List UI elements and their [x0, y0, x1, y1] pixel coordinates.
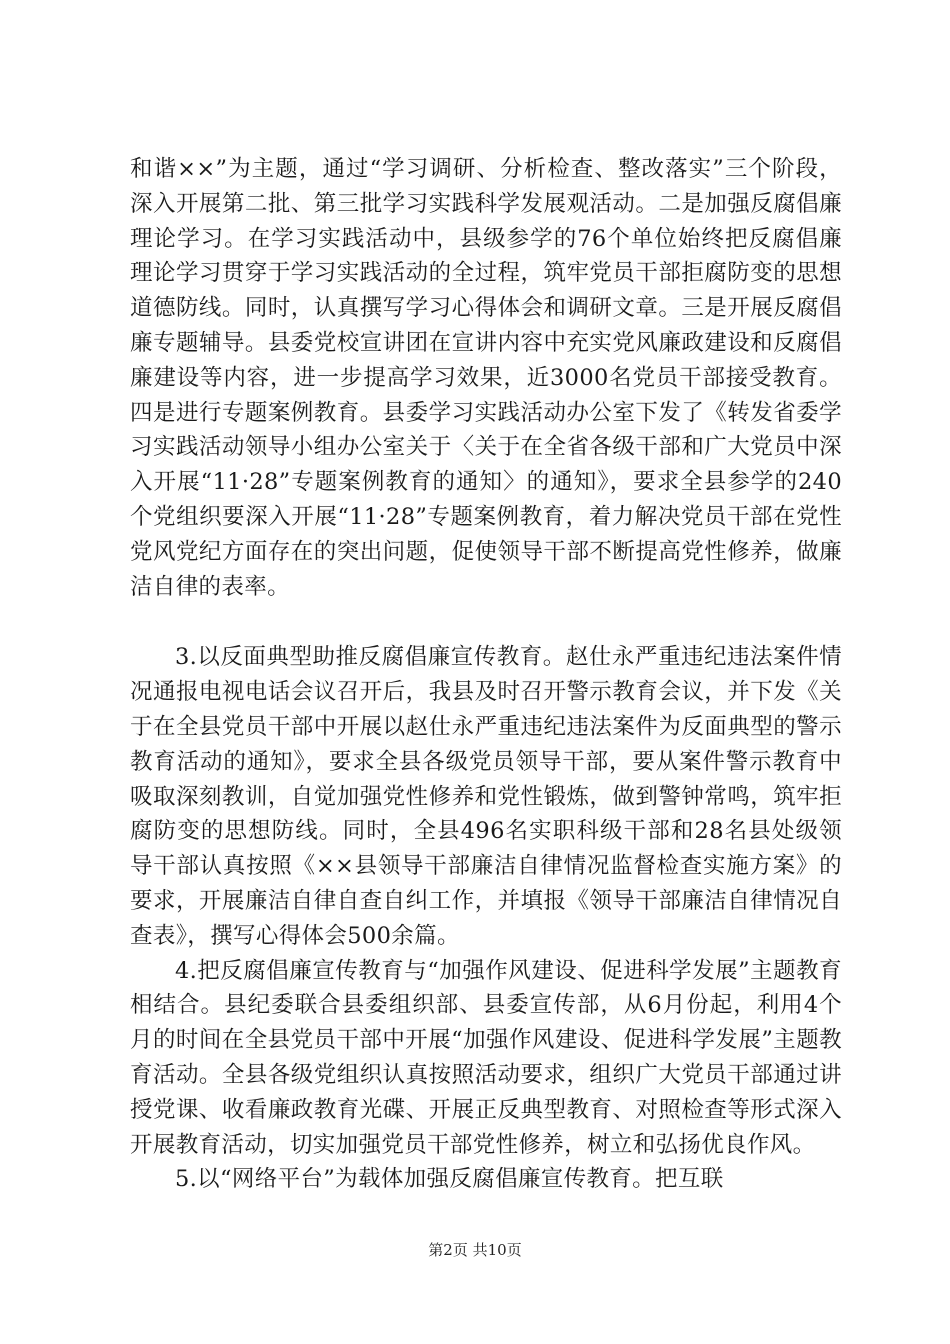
- page-footer: 第2页 共10页: [428, 1241, 522, 1259]
- paragraph-section-3: 3.以反面典型助推反腐倡廉宣传教育。赵仕永严重违纪违法案件情况通报电视电话会议召开后，我县及时召开警示教育会议，并下发《关于在全县党员干部中开展以赵仕永严重违纪违法案件为反面典型的警示教育活动的通知》，要求全县各级党员领导干部，要从案件警示教育中吸取深刻教训，自觉加强党性修养和党性锻炼，做到警钟常鸣，筑牢拒腐防变的思想防线。同时，全县496名实职科级干部和28名县处级领导干部认真按照《××县领导干部廉洁自律情况监督检查实施方案》的要求，开展廉洁自律自查自纠工作，并填报《领导干部廉洁自律情况自查表》，撰写心得体会500余篇。: [130, 644, 842, 949]
- document-body: [130, 152, 842, 1197]
- paragraph-continuation: 和谐××”为主题，通过“学习调研、分析检查、整改落实”三个阶段，深入开展第二批、第三批学习实践科学发展观活动。二是加强反腐倡廉理论学习。在学习实践活动中，县级参学的76个单位始终把反腐倡廉理论学习贯穿于学习实践活动的全过程，筑牢党员干部拒腐防变的思想道德防线。同时，认真撰写学习心得体会和调研文章。三是开展反腐倡廉专题辅导。县委党校宣讲团在宣讲内容中充实党风廉政建设和反腐倡廉建设等内容，进一步提高学习效果，近3000名党员干部接受教育。四是进行专题案例教育。县委学习实践活动办公室下发了《转发省委学习实践活动领导小组办公室关于〈关于在全省各级干部和广大党员中深入开展“11·28”专题案例教育的通知〉的通知》，要求全县参学的240个党组织要深入开展“11·28”专题案例教育，着力解决党员干部在党性党风党纪方面存在的突出问题，促使领导干部不断提高党性修养，做廉洁自律的表率。: [130, 156, 842, 600]
- paragraph-section-4: 4.把反腐倡廉宣传教育与“加强作风建设、促进科学发展”主题教育相结合。县纪委联合县委组织部、县委宣传部，从6月份起，利用4个月的时间在全县党员干部中开展“加强作风建设、促进科学发展”主题教育活动。全县各级党组织认真按照活动要求，组织广大党员干部通过讲授党课、收看廉政教育光碟、开展正反典型教育、对照检查等形式深入开展教育活动，切实加强党员干部党性修养，树立和弘扬优良作风。: [130, 957, 842, 1158]
- paragraph-section-5: 5.以“网络平台”为载体加强反腐倡廉宣传教育。把互联: [175, 1166, 724, 1193]
